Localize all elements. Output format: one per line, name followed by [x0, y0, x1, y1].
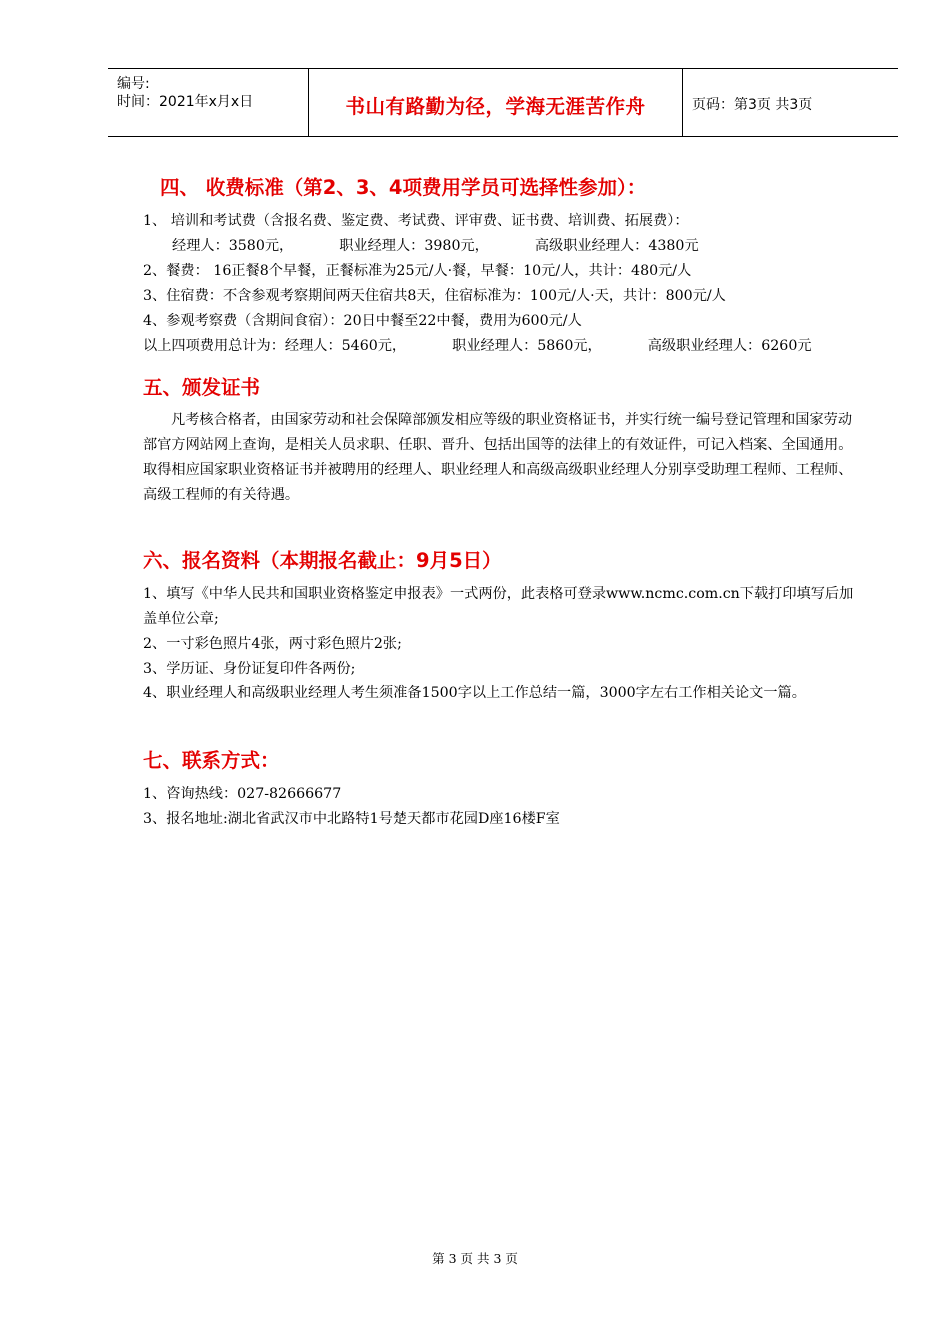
header-motto-cell [308, 69, 683, 136]
fee-item-3: 3、住宿费：不含参观考察期间两天住宿共8天，住宿标准为：100元/人·天，共计：800元/人 [143, 288, 726, 304]
fee-item-2: 2、餐费： 16正餐8个早餐，正餐标准为25元/人·餐，早餐：10元/人，共计：480元/人 [143, 263, 692, 279]
page-info: 页码：第3页 共3页 [692, 97, 813, 113]
certificate-paragraph [143, 408, 865, 508]
section4-heading: 四、 收费标准（第2、3、4项费用学员可选择性参加）： [160, 176, 647, 199]
header-page-cell [682, 69, 898, 136]
total-senior-manager: 高级职业经理人：6260元 [647, 338, 812, 354]
contact-address: 3、报名地址:湖北省武汉市中北路特1号楚天都市花园D座16楼F室 [143, 811, 560, 827]
certificate-text: 凡考核合格者，由国家劳动和社会保障部颁发相应等级的职业资格证书，并实行统一编号登记管理和国家劳动部官方网站网上查询，是相关人员求职、任职、晋升、包括出国等的法律上的有效证件，可记入档案、全国通用。取得相应国家职业资格证书并被聘用的经理人、职业经理人和高级高级职业经理人分别享受助理工程师、工程师、高级工程师的有关待遇。 [143, 412, 853, 503]
fee-total [143, 336, 812, 356]
date-line: 时间：2021年x月x日 [117, 94, 254, 110]
fee-item-4: 4、参观考察费（含期间食宿）：20日中餐至22中餐，费用为600元/人 [143, 313, 582, 329]
section7-heading: 七、联系方式： [143, 749, 280, 772]
section6-heading: 六、报名资料（本期报名截止：9月5日） [143, 549, 502, 572]
materials-item-2: 2、一寸彩色照片4张，两寸彩色照片2张; [143, 636, 402, 652]
total-manager: 经理人：5460元， [284, 338, 407, 354]
price-senior-manager: 高级职业经理人：4380元 [534, 238, 699, 254]
section5-heading: 五、颁发证书 [143, 376, 261, 399]
total-professional-manager: 职业经理人：5860元， [452, 338, 602, 354]
code-label: 编号: [117, 76, 150, 92]
contact-hotline: 1、咨询热线：027-82666677 [143, 786, 342, 802]
fee-item-1: 1、 培训和考试费（含报名费、鉴定费、考试费、评审费、证书费、培训费、拓展费）： [143, 213, 689, 229]
document-header [108, 68, 898, 137]
price-professional-manager: 职业经理人：3980元， [339, 238, 489, 254]
fee-item-1-prices [172, 236, 699, 256]
materials-item-1: 1、填写《中华人民共和国职业资格鉴定申报表》一式两份，此表格可登录www.ncmc.com.cn下载打印填写后加盖单位公章; [143, 586, 854, 627]
materials-item-3: 3、学历证、身份证复印件各两份; [143, 661, 356, 677]
page-footer: 第 3 页 共 3 页 [432, 1251, 518, 1266]
price-manager: 经理人：3580元， [172, 238, 294, 254]
materials-item-4: 4、职业经理人和高级职业经理人考生须准备1500字以上工作总结一篇，3000字左右工作相关论文一篇。 [143, 685, 806, 701]
total-prefix: 以上四项费用总计为： [143, 338, 285, 354]
header-left-cell [108, 69, 308, 136]
motto: 书山有路勤为径，学海无涯苦作舟 [345, 95, 646, 118]
